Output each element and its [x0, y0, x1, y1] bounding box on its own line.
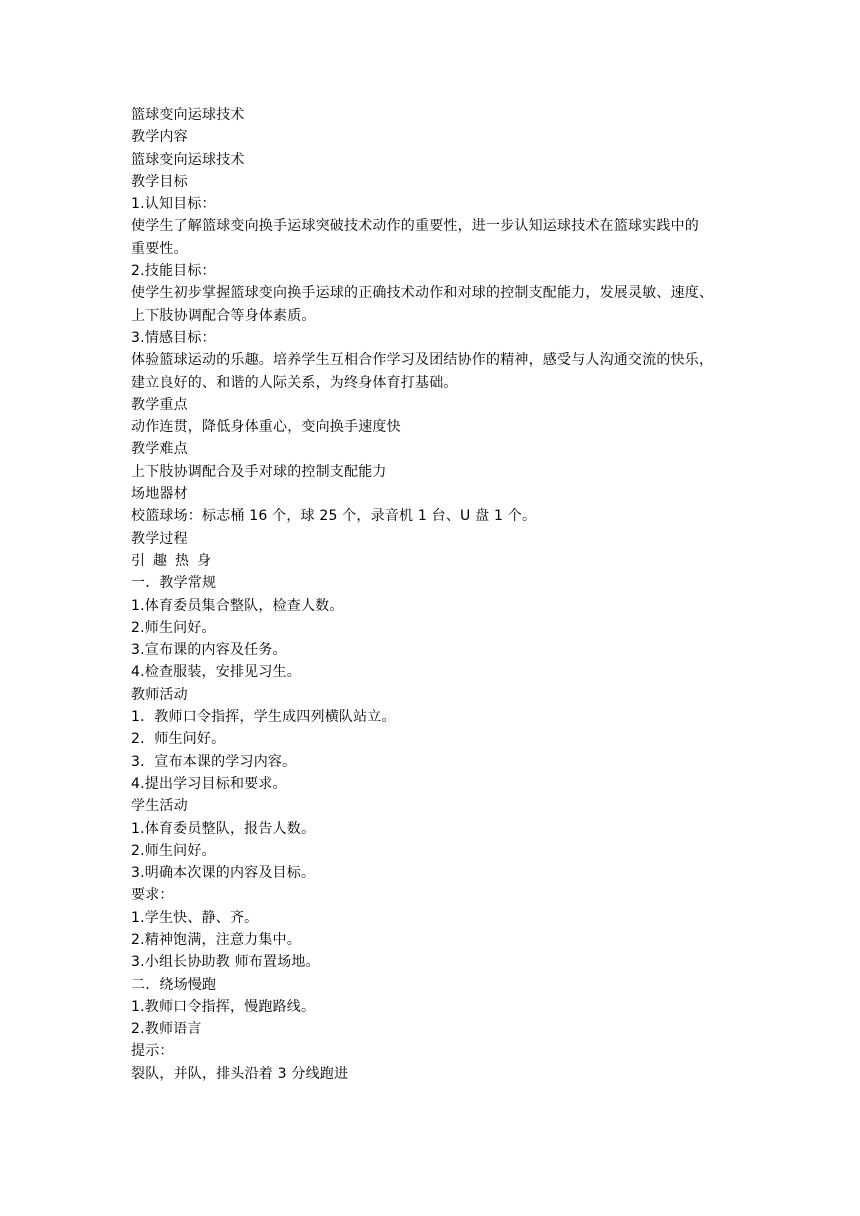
paragraph-line: 建立良好的、和谐的人际关系，为终身体育打基础。 [131, 374, 458, 391]
list-item: 1.教师口令指挥，慢跑路线。 [131, 998, 316, 1015]
list-item: 3.宣布课的内容及任务。 [131, 642, 287, 659]
list-item: 2．师生问好。 [131, 731, 226, 748]
subsection-heading: 学生活动 [131, 798, 188, 815]
subsection-heading: 1.认知目标： [131, 196, 216, 213]
subsection-heading: 引趣热身 [131, 552, 219, 569]
list-item: 2.精神饱满，注意力集中。 [131, 931, 301, 948]
list-item: 4.提出学习目标和要求。 [131, 775, 287, 792]
section-heading: 教学重点 [131, 396, 188, 413]
list-item: 3.明确本次课的内容及目标。 [131, 865, 316, 882]
list-item: 2.教师语言 [131, 1021, 202, 1038]
paragraph-line: 校篮球场：标志桶 16 个，球 25 个，录音机 1 台、U 盘 1 个。 [131, 508, 537, 525]
list-item: 1.学生快、静、齐。 [131, 909, 259, 926]
subsection-heading: 要求： [131, 887, 174, 904]
paragraph-line: 提示： [131, 1043, 174, 1060]
list-item: 2.师生问好。 [131, 842, 216, 859]
paragraph-line: 使学生了解篮球变向换手运球突破技术动作的重要性，进一步认知运球技术在篮球实践中的 [131, 218, 699, 235]
subsection-heading: 一．教学常规 [131, 575, 217, 592]
section-heading: 教学目标 [131, 173, 188, 190]
subsection-heading: 3.情感目标： [131, 329, 216, 346]
list-item: 1.体育委员整队，报告人数。 [131, 820, 316, 837]
paragraph-line: 篮球变向运球技术 [131, 151, 245, 168]
paragraph-line: 使学生初步掌握篮球变向换手运球的正确技术动作和对球的控制支配能力，发展灵敏、速度、 [131, 285, 714, 302]
paragraph-line: 上下肢协调配合等身体素质。 [131, 307, 316, 324]
list-item: 4.检查服装，安排见习生。 [131, 664, 301, 681]
list-item: 2.师生问好。 [131, 619, 216, 636]
paragraph-line: 裂队，并队，排头沿着 3 分线跑进 [131, 1065, 349, 1082]
document-title: 篮球变向运球技术 [131, 107, 245, 123]
subsection-heading: 二．绕场慢跑 [131, 976, 217, 993]
section-heading: 教学难点 [131, 441, 188, 458]
list-item: 3.小组长协助教 师布置场地。 [131, 954, 320, 971]
subsection-heading: 2.技能目标： [131, 263, 216, 280]
section-heading: 教学过程 [131, 530, 188, 547]
paragraph-line: 动作连贯，降低身体重心，变向换手速度快 [131, 419, 401, 436]
list-item: 1.体育委员集合整队，检查人数。 [131, 597, 344, 614]
paragraph-line: 体验篮球运动的乐趣。培养学生互相合作学习及团结协作的精神，感受与人沟通交流的快乐， [131, 352, 714, 369]
paragraph-line: 重要性。 [131, 240, 188, 257]
section-heading: 场地器材 [131, 486, 188, 503]
document-body [131, 104, 741, 1085]
paragraph-line: 上下肢协调配合及手对球的控制支配能力 [131, 463, 387, 480]
section-heading: 教学内容 [131, 129, 188, 146]
list-item: 1．教师口令指挥，学生成四列横队站立。 [131, 709, 396, 726]
list-item: 3．宣布本课的学习内容。 [131, 753, 297, 770]
subsection-heading: 教师活动 [131, 686, 188, 703]
